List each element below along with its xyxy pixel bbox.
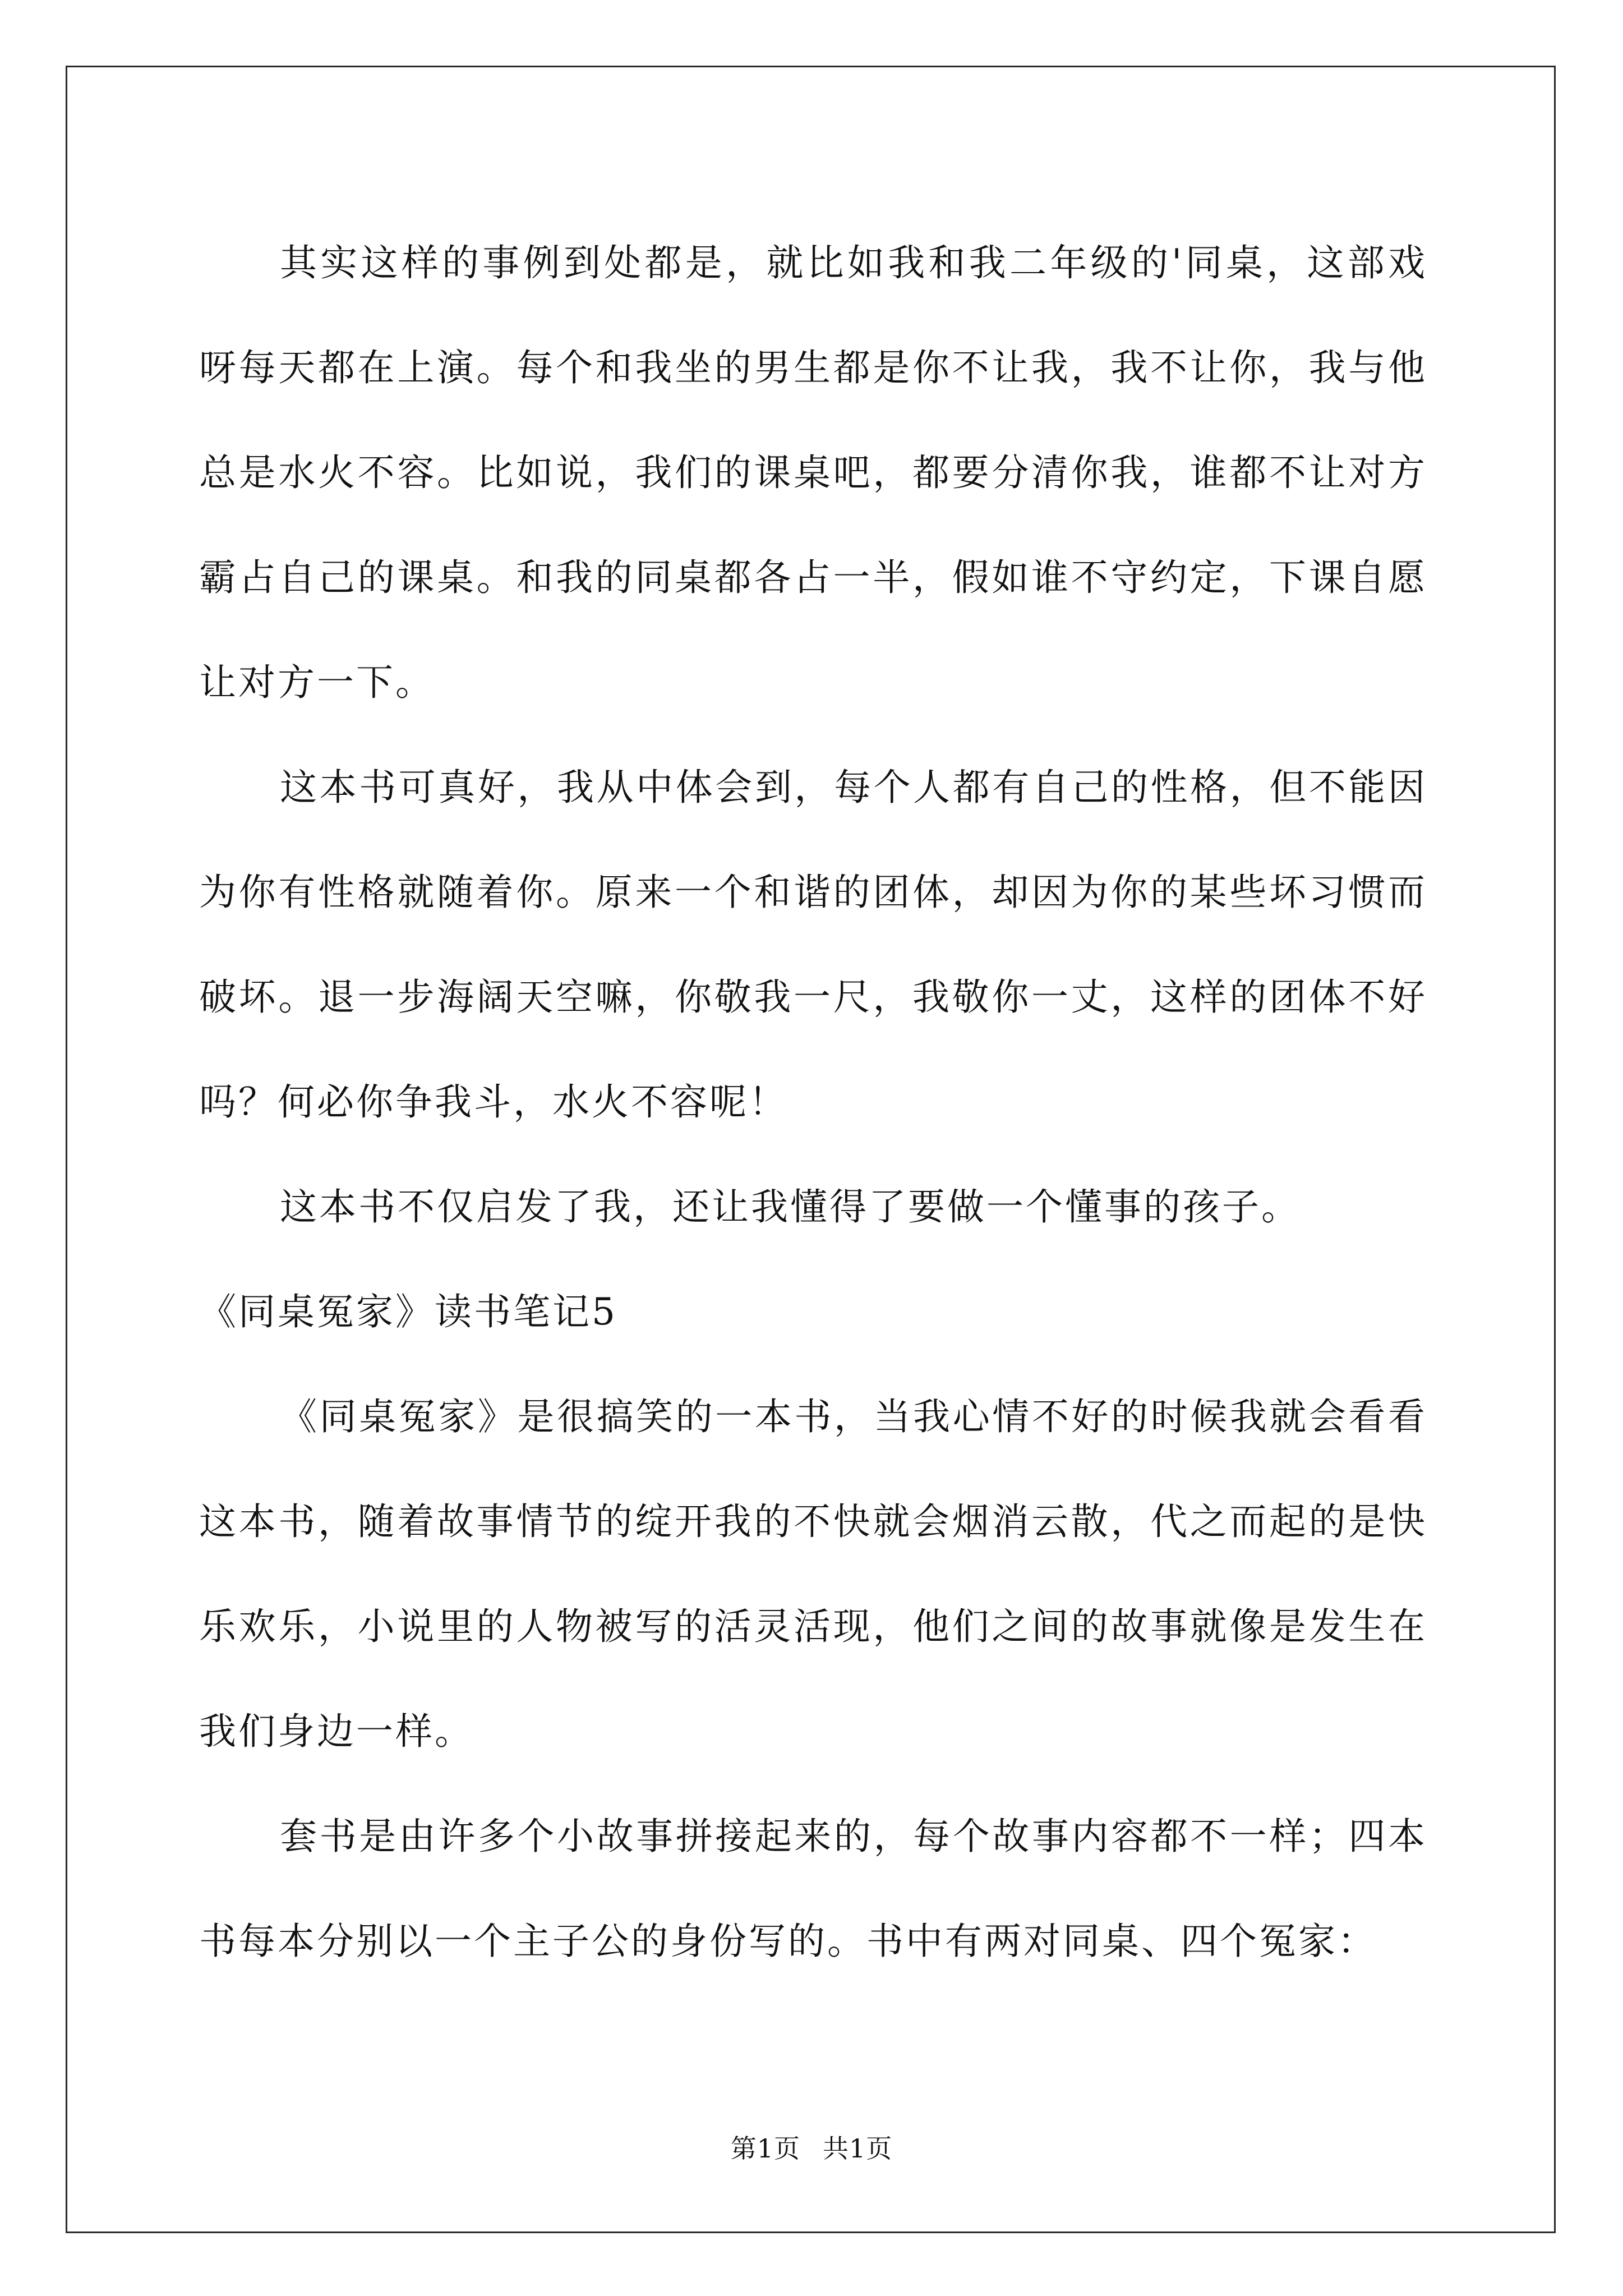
paragraph: 其实这样的事例到处都是，就比如我和我二年级的'同桌，这部戏呀每天都在上演。每个和我坐的男生都是你不让我，我不让你，我与他总是水火不容。比如说，我们的课桌吧，都要分清你我，谁都不让对方霸占自己的课桌。和我的同桌都各占一半，假如谁不守约定，下课自愿让对方一下。 [199, 241, 1427, 704]
paragraph: 这本书不仅启发了我，还让我懂得了要做一个懂事的孩子。 [280, 1185, 1301, 1228]
page-footer [0, 2132, 1623, 2165]
paragraph: 这本书可真好，我从中体会到，每个人都有自己的性格，但不能因为你有性格就随着你。原来一个和谐的团体，却因为你的某些坏习惯而破坏。退一步海阔天空嘛，你敬我一尺，我敬你一丈，这样的团体不好吗？何必你争我斗，水火不容呢！ [199, 766, 1427, 1124]
paragraph: 《同桌冤家》是很搞笑的一本书，当我心情不好的时候我就会看看这本书，随着故事情节的绽开我的不快就会烟消云散，代之而起的是快乐欢乐，小说里的人物被写的活灵活现，他们之间的故事就像是发生在我们身边一样。 [199, 1395, 1427, 1753]
page-total: 共1页 [823, 2133, 893, 2164]
page-number: 第1页 [730, 2133, 800, 2164]
document-body [199, 210, 1427, 1994]
paragraph: 套书是由许多个小故事拼接起来的，每个故事内容都不一样；四本书每本分别以一个主子公的身份写的。书中有两对同桌、四个冤家： [199, 1815, 1427, 1963]
section-heading: 《同桌冤家》读书笔记5 [199, 1290, 617, 1333]
